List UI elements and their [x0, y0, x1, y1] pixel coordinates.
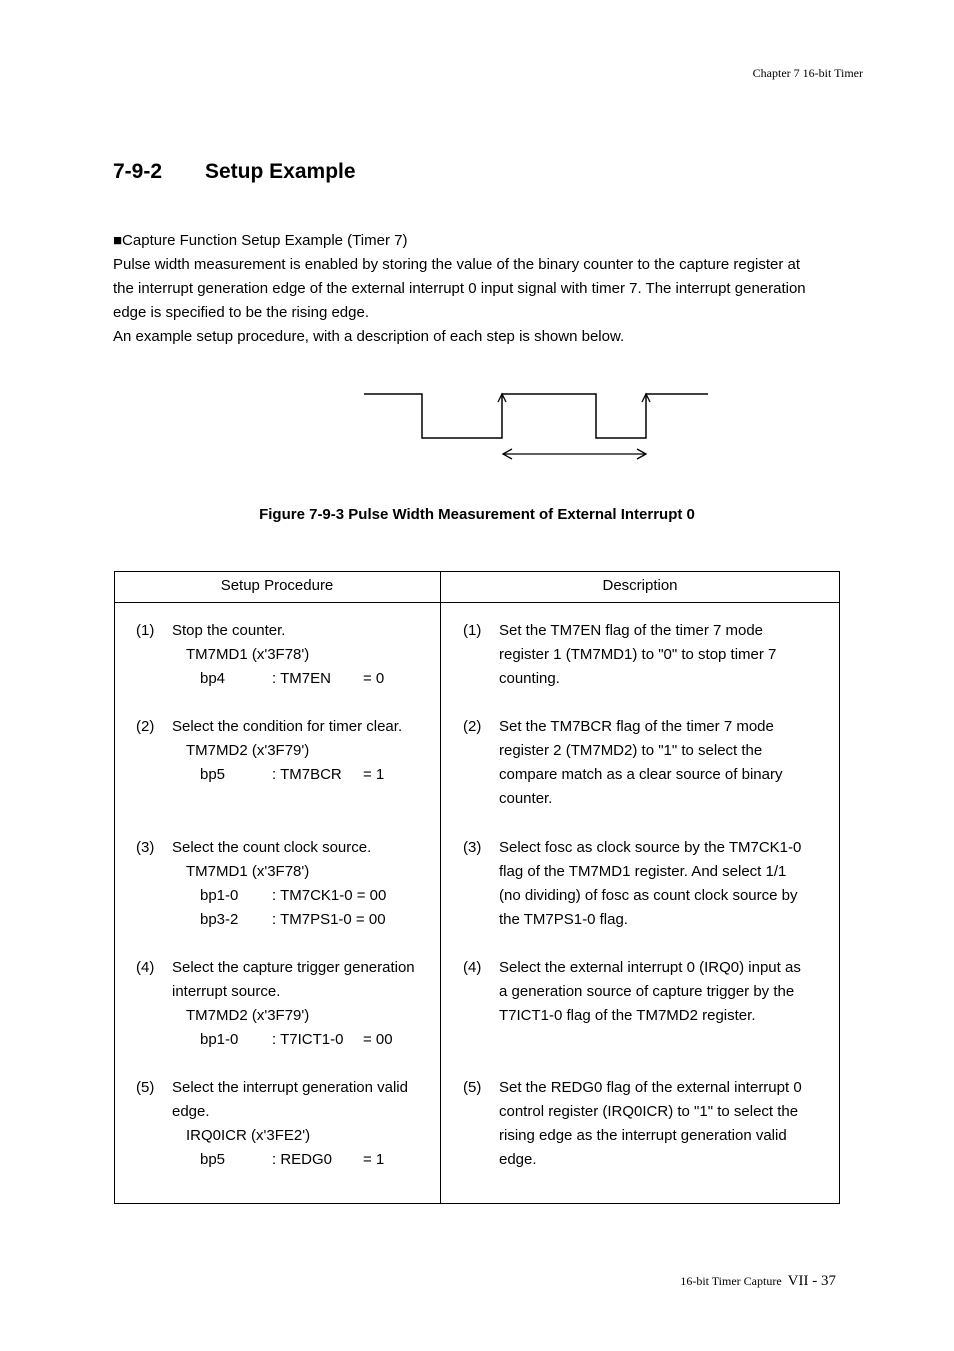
register-name: TM7MD2 (x'3F79')	[186, 1007, 310, 1024]
step-number: (5)	[463, 1079, 482, 1096]
description-line: (no dividing) of fosc as count clock source by	[499, 887, 798, 904]
page-number: VII - 37	[787, 1273, 836, 1289]
description-line: counter.	[499, 790, 553, 807]
step-number: (2)	[136, 718, 155, 735]
description-line: a generation source of capture trigger by the	[499, 983, 795, 1000]
bit-position: bp3-2	[200, 911, 239, 928]
description-line: the TM7PS1-0 flag.	[499, 911, 628, 928]
step-number: (4)	[136, 959, 155, 976]
bit-position: bp1-0	[200, 1031, 239, 1048]
bit-field: : REDG0	[272, 1151, 333, 1168]
column-header-setup: Setup Procedure	[220, 577, 334, 594]
bit-position: bp5	[200, 1151, 226, 1168]
bit-field: : TM7PS1-0 = 00	[272, 911, 386, 928]
description-line: compare match as a clear source of binary	[499, 766, 783, 783]
description-line: rising edge as the interrupt generation valid	[499, 1127, 787, 1144]
register-name: TM7MD1 (x'3F78')	[186, 863, 310, 880]
step-number: (2)	[463, 718, 482, 735]
setup-step-3	[136, 836, 436, 936]
description-line: Set the TM7EN flag of the timer 7 mode	[499, 622, 764, 639]
intro-line-1: Pulse width measurement is enabled by storing the value of the binary counter to the capture register at	[113, 256, 801, 273]
step-number: (3)	[136, 839, 155, 856]
bit-field: : TM7BCR	[272, 766, 342, 783]
section-number: 7-9-2	[113, 160, 163, 183]
running-header: Chapter 7 16-bit Timer	[752, 66, 863, 80]
setup-step-4	[136, 956, 436, 1056]
bit-position: bp1-0	[200, 887, 239, 904]
step-number: (4)	[463, 959, 482, 976]
section-title: Setup Example	[205, 160, 356, 183]
bit-field: : T7ICT1-0	[272, 1031, 344, 1048]
description-line: Select fosc as clock source by the TM7CK1-0	[499, 839, 802, 856]
step-text: edge.	[172, 1103, 210, 1120]
intro-heading: ■Capture Function Setup Example (Timer 7)	[113, 232, 408, 249]
description-line: flag of the TM7MD1 register. And select 1/1	[499, 863, 787, 880]
setup-procedure-column	[136, 0, 436, 1351]
description-line: Select the external interrupt 0 (IRQ0) input as	[499, 959, 801, 976]
description-line: T7ICT1-0 flag of the TM7MD2 register.	[499, 1007, 756, 1024]
description-line: control register (IRQ0ICR) to "1" to select the	[499, 1103, 799, 1120]
setup-step-2	[136, 715, 436, 795]
bit-value: = 00	[363, 1031, 393, 1048]
description-line: register 1 (TM7MD1) to "0" to stop timer 7	[499, 646, 777, 663]
footer-label: 16-bit Timer Capture	[680, 1274, 782, 1288]
step-text: Select the condition for timer clear.	[172, 718, 403, 735]
column-header-description: Description	[602, 577, 678, 594]
description-line: register 2 (TM7MD2) to "1" to select the	[499, 742, 763, 759]
bit-field: : TM7CK1-0 = 00	[272, 887, 387, 904]
step-number: (1)	[136, 622, 155, 639]
step-text: Select the count clock source.	[172, 839, 372, 856]
bit-value: = 0	[363, 670, 385, 687]
bit-value: = 1	[363, 1151, 385, 1168]
setup-step-1	[136, 619, 436, 699]
description-line: Set the REDG0 flag of the external interrupt 0	[499, 1079, 802, 1096]
register-name: TM7MD2 (x'3F79')	[186, 742, 310, 759]
step-number: (3)	[463, 839, 482, 856]
step-text: interrupt source.	[172, 983, 281, 1000]
description-line: Set the TM7BCR flag of the timer 7 mode	[499, 718, 774, 735]
step-text: Select the interrupt generation valid	[172, 1079, 408, 1096]
register-name: IRQ0ICR (x'3FE2')	[186, 1127, 311, 1144]
intro-line-3: edge is specified to be the rising edge.	[113, 304, 370, 321]
step-number: (5)	[136, 1079, 155, 1096]
step-text: Stop the counter.	[172, 622, 286, 639]
step-text: Select the capture trigger generation	[172, 959, 415, 976]
intro-line-2: the interrupt generation edge of the external interrupt 0 input signal with timer 7. The interrupt generation	[113, 280, 806, 297]
figure-caption: Figure 7-9-3 Pulse Width Measurement of External Interrupt 0	[259, 506, 695, 523]
intro-line-4: An example setup procedure, with a description of each step is shown below.	[113, 328, 625, 345]
bit-value: = 1	[363, 766, 385, 783]
page-footer	[680, 1273, 836, 1290]
description-line: edge.	[499, 1151, 537, 1168]
setup-step-5	[136, 1076, 436, 1176]
step-number: (1)	[463, 622, 482, 639]
bit-field: : TM7EN	[272, 670, 331, 687]
bit-position: bp5	[200, 766, 226, 783]
description-line: counting.	[499, 670, 560, 687]
bit-position: bp4	[200, 670, 226, 687]
description-column	[463, 0, 835, 1351]
table-column-divider	[440, 571, 441, 1204]
register-name: TM7MD1 (x'3F78')	[186, 646, 310, 663]
